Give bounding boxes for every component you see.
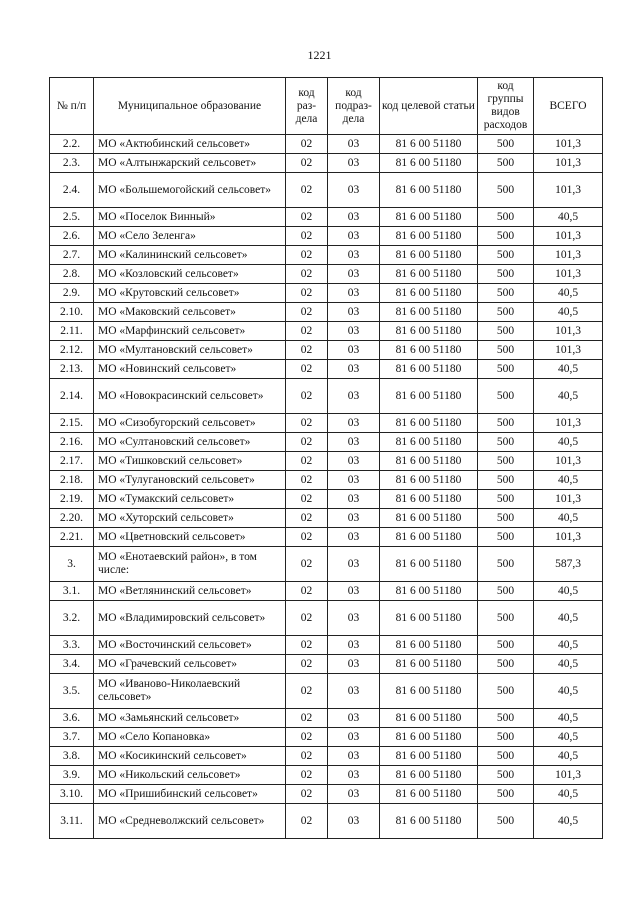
cell-section: 02: [286, 674, 328, 709]
cell-subsection: 03: [328, 303, 380, 322]
cell-article: 81 6 00 51180: [380, 471, 478, 490]
cell-total: 40,5: [534, 709, 603, 728]
cell-name: МО «Новинский сельсовет»: [94, 360, 286, 379]
cell-total: 40,5: [534, 655, 603, 674]
cell-expense-group: 500: [478, 227, 534, 246]
cell-expense-group: 500: [478, 284, 534, 303]
cell-name: МО «Султановский сельсовет»: [94, 433, 286, 452]
cell-total: 40,5: [534, 728, 603, 747]
cell-name: МО «Село Копановка»: [94, 728, 286, 747]
cell-num: 2.16.: [50, 433, 94, 452]
cell-subsection: 03: [328, 601, 380, 636]
cell-section: 02: [286, 246, 328, 265]
cell-name: МО «Тумакский сельсовет»: [94, 490, 286, 509]
cell-subsection: 03: [328, 227, 380, 246]
cell-subsection: 03: [328, 154, 380, 173]
cell-expense-group: 500: [478, 636, 534, 655]
cell-name: МО «Замьянский сельсовет»: [94, 709, 286, 728]
cell-subsection: 03: [328, 284, 380, 303]
table-row: [50, 322, 603, 341]
cell-expense-group: 500: [478, 709, 534, 728]
cell-total: 101,3: [534, 452, 603, 471]
cell-total: 587,3: [534, 547, 603, 582]
header-section: код раз-дела: [286, 78, 328, 135]
cell-total: 101,3: [534, 246, 603, 265]
table-row: [50, 509, 603, 528]
cell-name: МО «Ивановo-Николаевский сельсовет»: [94, 674, 286, 709]
cell-section: 02: [286, 265, 328, 284]
cell-num: 3.4.: [50, 655, 94, 674]
cell-total: 40,5: [534, 284, 603, 303]
cell-section: 02: [286, 747, 328, 766]
table-row: [50, 766, 603, 785]
table-body: [50, 135, 603, 839]
cell-article: 81 6 00 51180: [380, 433, 478, 452]
cell-article: 81 6 00 51180: [380, 227, 478, 246]
cell-name: МО «Село Зеленга»: [94, 227, 286, 246]
cell-article: 81 6 00 51180: [380, 804, 478, 839]
cell-subsection: 03: [328, 433, 380, 452]
cell-num: 2.11.: [50, 322, 94, 341]
cell-subsection: 03: [328, 471, 380, 490]
cell-total: 101,3: [534, 490, 603, 509]
cell-expense-group: 500: [478, 414, 534, 433]
cell-section: 02: [286, 636, 328, 655]
table-row: [50, 173, 603, 208]
cell-total: 101,3: [534, 322, 603, 341]
cell-expense-group: 500: [478, 674, 534, 709]
table-row: [50, 452, 603, 471]
cell-subsection: 03: [328, 414, 380, 433]
cell-total: 101,3: [534, 414, 603, 433]
cell-section: 02: [286, 452, 328, 471]
cell-name: МО «Калининский сельсовет»: [94, 246, 286, 265]
cell-num: 3.7.: [50, 728, 94, 747]
cell-name: МО «Марфинский сельсовет»: [94, 322, 286, 341]
cell-section: 02: [286, 601, 328, 636]
cell-total: 101,3: [534, 341, 603, 360]
cell-section: 02: [286, 582, 328, 601]
cell-article: 81 6 00 51180: [380, 766, 478, 785]
table-row: [50, 154, 603, 173]
cell-total: 101,3: [534, 154, 603, 173]
cell-article: 81 6 00 51180: [380, 322, 478, 341]
page-number: 1221: [307, 48, 332, 62]
table-row: [50, 582, 603, 601]
header-num: № п/п: [50, 78, 94, 135]
cell-article: 81 6 00 51180: [380, 747, 478, 766]
cell-section: 02: [286, 709, 328, 728]
cell-expense-group: 500: [478, 322, 534, 341]
cell-num: 3.: [50, 547, 94, 582]
cell-article: 81 6 00 51180: [380, 547, 478, 582]
cell-name: МО «Никольский сельсовет»: [94, 766, 286, 785]
cell-section: 02: [286, 433, 328, 452]
cell-num: 2.14.: [50, 379, 94, 414]
cell-num: 2.21.: [50, 528, 94, 547]
cell-num: 2.15.: [50, 414, 94, 433]
cell-name: МО «Крутовский сельсовет»: [94, 284, 286, 303]
table-row: [50, 747, 603, 766]
cell-article: 81 6 00 51180: [380, 728, 478, 747]
cell-subsection: 03: [328, 582, 380, 601]
cell-name: МО «Мултановский сельсовет»: [94, 341, 286, 360]
cell-section: 02: [286, 154, 328, 173]
cell-num: 3.8.: [50, 747, 94, 766]
cell-article: 81 6 00 51180: [380, 246, 478, 265]
cell-name: МО «Козловский сельсовет»: [94, 265, 286, 284]
cell-article: 81 6 00 51180: [380, 154, 478, 173]
cell-expense-group: 500: [478, 303, 534, 322]
table-header-row: [50, 78, 603, 135]
cell-num: 2.10.: [50, 303, 94, 322]
cell-subsection: 03: [328, 173, 380, 208]
cell-name: МО «Цветновский сельсовет»: [94, 528, 286, 547]
cell-article: 81 6 00 51180: [380, 709, 478, 728]
cell-expense-group: 500: [478, 208, 534, 227]
cell-name: МО «Сизобугорский сельсовет»: [94, 414, 286, 433]
table-row: [50, 360, 603, 379]
table-row: [50, 709, 603, 728]
cell-num: 2.5.: [50, 208, 94, 227]
cell-total: 101,3: [534, 227, 603, 246]
cell-section: 02: [286, 547, 328, 582]
cell-subsection: 03: [328, 322, 380, 341]
cell-num: 3.2.: [50, 601, 94, 636]
cell-total: 40,5: [534, 601, 603, 636]
table-row: [50, 785, 603, 804]
cell-subsection: 03: [328, 747, 380, 766]
cell-num: 2.13.: [50, 360, 94, 379]
cell-article: 81 6 00 51180: [380, 379, 478, 414]
table-row: [50, 528, 603, 547]
cell-section: 02: [286, 322, 328, 341]
cell-article: 81 6 00 51180: [380, 135, 478, 154]
cell-expense-group: 500: [478, 785, 534, 804]
cell-num: 2.2.: [50, 135, 94, 154]
cell-name: МО «Новокрасинский сельсовет»: [94, 379, 286, 414]
cell-expense-group: 500: [478, 341, 534, 360]
cell-name: МО «Пришибинский сельсовет»: [94, 785, 286, 804]
cell-article: 81 6 00 51180: [380, 284, 478, 303]
cell-name: МО «Тулугановский сельсовет»: [94, 471, 286, 490]
cell-section: 02: [286, 804, 328, 839]
cell-name: МО «Алтынжарский сельсовет»: [94, 154, 286, 173]
cell-num: 2.4.: [50, 173, 94, 208]
cell-num: 3.3.: [50, 636, 94, 655]
cell-article: 81 6 00 51180: [380, 208, 478, 227]
cell-subsection: 03: [328, 246, 380, 265]
cell-article: 81 6 00 51180: [380, 582, 478, 601]
cell-article: 81 6 00 51180: [380, 265, 478, 284]
cell-expense-group: 500: [478, 490, 534, 509]
cell-article: 81 6 00 51180: [380, 303, 478, 322]
table-row: [50, 490, 603, 509]
cell-section: 02: [286, 490, 328, 509]
cell-subsection: 03: [328, 341, 380, 360]
cell-subsection: 03: [328, 674, 380, 709]
cell-total: 40,5: [534, 360, 603, 379]
cell-subsection: 03: [328, 509, 380, 528]
cell-section: 02: [286, 303, 328, 322]
cell-total: 40,5: [534, 747, 603, 766]
cell-section: 02: [286, 528, 328, 547]
table-row: [50, 674, 603, 709]
cell-article: 81 6 00 51180: [380, 601, 478, 636]
cell-total: 40,5: [534, 804, 603, 839]
cell-article: 81 6 00 51180: [380, 341, 478, 360]
cell-expense-group: 500: [478, 582, 534, 601]
header-article: код целевой статьи: [380, 78, 478, 135]
cell-expense-group: 500: [478, 135, 534, 154]
table-row: [50, 471, 603, 490]
table-row: [50, 341, 603, 360]
cell-article: 81 6 00 51180: [380, 414, 478, 433]
cell-subsection: 03: [328, 265, 380, 284]
cell-expense-group: 500: [478, 433, 534, 452]
cell-expense-group: 500: [478, 728, 534, 747]
table-row: [50, 547, 603, 582]
table-row: [50, 227, 603, 246]
cell-num: 3.5.: [50, 674, 94, 709]
cell-section: 02: [286, 379, 328, 414]
cell-subsection: 03: [328, 135, 380, 154]
cell-name: МО «Хуторский сельсовет»: [94, 509, 286, 528]
table-row: [50, 303, 603, 322]
cell-name: МО «Восточинский сельсовет»: [94, 636, 286, 655]
cell-name: МО «Поселок Винный»: [94, 208, 286, 227]
cell-expense-group: 500: [478, 528, 534, 547]
table-row: [50, 636, 603, 655]
cell-article: 81 6 00 51180: [380, 490, 478, 509]
cell-total: 101,3: [534, 135, 603, 154]
cell-total: 101,3: [534, 265, 603, 284]
cell-name: МО «Ветлянинский сельсовет»: [94, 582, 286, 601]
cell-num: 2.3.: [50, 154, 94, 173]
cell-section: 02: [286, 414, 328, 433]
cell-total: 40,5: [534, 509, 603, 528]
table-row: [50, 601, 603, 636]
cell-expense-group: 500: [478, 509, 534, 528]
cell-name: МО «Грачевский сельсовет»: [94, 655, 286, 674]
cell-total: 40,5: [534, 471, 603, 490]
table-row: [50, 284, 603, 303]
cell-section: 02: [286, 227, 328, 246]
cell-num: 2.8.: [50, 265, 94, 284]
cell-subsection: 03: [328, 709, 380, 728]
cell-section: 02: [286, 785, 328, 804]
header-total: ВСЕГО: [534, 78, 603, 135]
cell-num: 3.9.: [50, 766, 94, 785]
cell-num: 2.19.: [50, 490, 94, 509]
cell-num: 2.20.: [50, 509, 94, 528]
cell-subsection: 03: [328, 547, 380, 582]
cell-subsection: 03: [328, 379, 380, 414]
cell-num: 2.7.: [50, 246, 94, 265]
cell-total: 101,3: [534, 528, 603, 547]
cell-name: МО «Маковский сельсовет»: [94, 303, 286, 322]
cell-subsection: 03: [328, 785, 380, 804]
table-row: [50, 265, 603, 284]
cell-num: 2.18.: [50, 471, 94, 490]
header-name: Муниципальное образование: [94, 78, 286, 135]
cell-subsection: 03: [328, 728, 380, 747]
cell-num: 2.9.: [50, 284, 94, 303]
cell-total: 40,5: [534, 379, 603, 414]
cell-section: 02: [286, 284, 328, 303]
cell-name: МО «Енотаевский район», в том числе:: [94, 547, 286, 582]
table-row: [50, 804, 603, 839]
cell-article: 81 6 00 51180: [380, 655, 478, 674]
table-row: [50, 379, 603, 414]
cell-article: 81 6 00 51180: [380, 360, 478, 379]
cell-subsection: 03: [328, 804, 380, 839]
cell-subsection: 03: [328, 528, 380, 547]
cell-expense-group: 500: [478, 154, 534, 173]
cell-expense-group: 500: [478, 360, 534, 379]
cell-section: 02: [286, 655, 328, 674]
cell-name: МО «Средневолжский сельсовет»: [94, 804, 286, 839]
cell-total: 40,5: [534, 674, 603, 709]
cell-article: 81 6 00 51180: [380, 636, 478, 655]
cell-subsection: 03: [328, 636, 380, 655]
cell-num: 2.6.: [50, 227, 94, 246]
table-row: [50, 414, 603, 433]
cell-article: 81 6 00 51180: [380, 674, 478, 709]
cell-section: 02: [286, 471, 328, 490]
cell-name: МО «Тишковский сельсовет»: [94, 452, 286, 471]
cell-expense-group: 500: [478, 601, 534, 636]
cell-expense-group: 500: [478, 452, 534, 471]
cell-section: 02: [286, 360, 328, 379]
cell-section: 02: [286, 135, 328, 154]
cell-article: 81 6 00 51180: [380, 785, 478, 804]
cell-subsection: 03: [328, 766, 380, 785]
cell-total: 40,5: [534, 208, 603, 227]
cell-name: МО «Косикинский сельсовет»: [94, 747, 286, 766]
cell-num: 2.17.: [50, 452, 94, 471]
table-row: [50, 246, 603, 265]
header-expense-group: код группы видов расходов: [478, 78, 534, 135]
cell-name: МО «Актюбинский сельсовет»: [94, 135, 286, 154]
cell-expense-group: 500: [478, 379, 534, 414]
cell-total: 40,5: [534, 433, 603, 452]
cell-expense-group: 500: [478, 547, 534, 582]
table-row: [50, 433, 603, 452]
table-row: [50, 208, 603, 227]
cell-expense-group: 500: [478, 804, 534, 839]
cell-total: 101,3: [534, 173, 603, 208]
table-row: [50, 655, 603, 674]
table-row: [50, 728, 603, 747]
cell-section: 02: [286, 509, 328, 528]
cell-subsection: 03: [328, 208, 380, 227]
cell-section: 02: [286, 173, 328, 208]
cell-num: 2.12.: [50, 341, 94, 360]
cell-name: МО «Владимировский сельсовет»: [94, 601, 286, 636]
cell-expense-group: 500: [478, 173, 534, 208]
cell-article: 81 6 00 51180: [380, 509, 478, 528]
cell-num: 3.6.: [50, 709, 94, 728]
cell-expense-group: 500: [478, 265, 534, 284]
cell-total: 40,5: [534, 582, 603, 601]
cell-num: 3.1.: [50, 582, 94, 601]
cell-section: 02: [286, 341, 328, 360]
cell-subsection: 03: [328, 452, 380, 471]
cell-num: 3.10.: [50, 785, 94, 804]
cell-subsection: 03: [328, 655, 380, 674]
cell-total: 40,5: [534, 636, 603, 655]
header-subsection: код подраз-дела: [328, 78, 380, 135]
cell-expense-group: 500: [478, 655, 534, 674]
cell-expense-group: 500: [478, 471, 534, 490]
cell-total: 40,5: [534, 785, 603, 804]
cell-expense-group: 500: [478, 766, 534, 785]
cell-section: 02: [286, 728, 328, 747]
cell-section: 02: [286, 208, 328, 227]
cell-total: 101,3: [534, 766, 603, 785]
cell-article: 81 6 00 51180: [380, 173, 478, 208]
cell-total: 40,5: [534, 303, 603, 322]
cell-article: 81 6 00 51180: [380, 528, 478, 547]
cell-name: МО «Большемогойский сельсовет»: [94, 173, 286, 208]
cell-expense-group: 500: [478, 747, 534, 766]
cell-subsection: 03: [328, 360, 380, 379]
table-row: [50, 135, 603, 154]
cell-expense-group: 500: [478, 246, 534, 265]
cell-subsection: 03: [328, 490, 380, 509]
cell-num: 3.11.: [50, 804, 94, 839]
cell-article: 81 6 00 51180: [380, 452, 478, 471]
budget-table: [49, 77, 603, 839]
cell-section: 02: [286, 766, 328, 785]
